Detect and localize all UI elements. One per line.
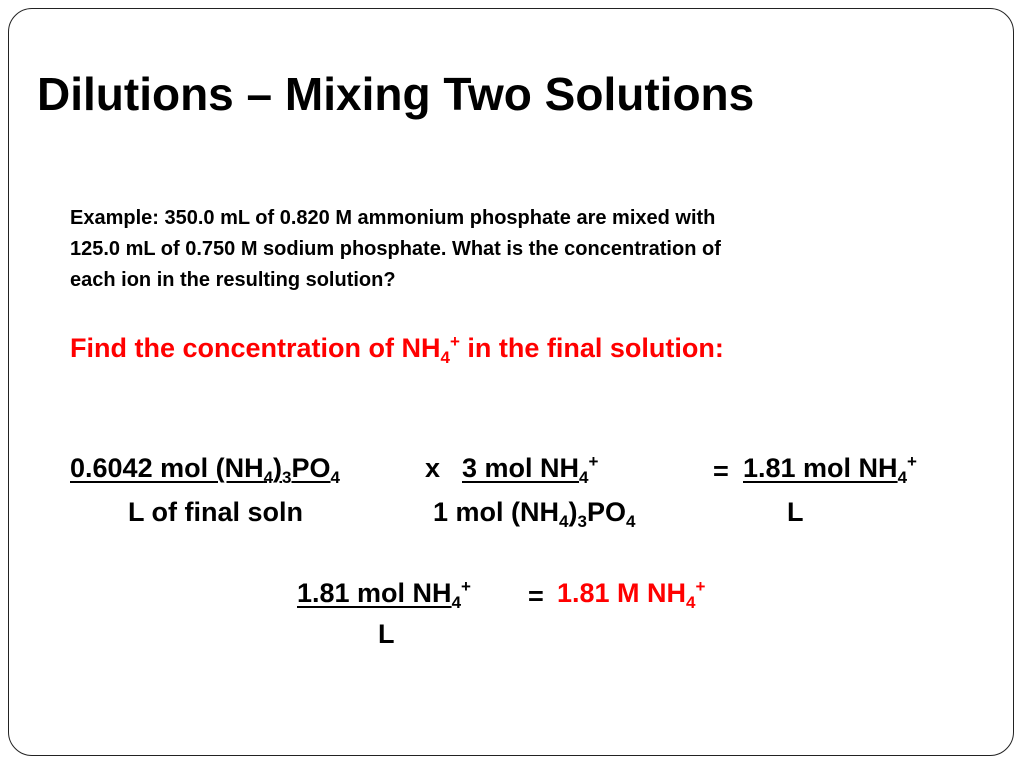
find-heading-post: in the final solution: [459,333,724,363]
eq1-t1n-sub3: 4 [330,468,340,487]
eq1-t1n-sub2: 3 [282,468,292,487]
eq1-term2-numerator-underlined [462,453,579,483]
example-problem [70,203,950,296]
eq2-answer-a: 1.81 M NH [557,578,687,608]
eq1-t2d-sub2: 3 [577,512,587,531]
eq1-result-numerator-underlined [743,453,898,483]
eq1-t1n-sub1: 4 [263,468,274,487]
example-line-3: each ion in the resulting solution? [70,269,396,291]
eq2-equals-sign: = [528,581,544,611]
find-heading-sup: + [449,332,460,351]
eq1-rn-sub1: 4 [897,468,908,487]
eq2-answer-sub1: 4 [686,593,696,612]
eq1-equals-sign: = [713,456,729,486]
eq2-numerator [297,576,471,610]
eq1-times-sign: x [425,453,441,483]
eq1-rn-sup1: + [907,452,917,471]
eq2-denominator: L [378,619,395,649]
eq1-term2-numerator [462,451,598,485]
eq1-t1n-b: ) [273,453,283,483]
example-line-2: 125.0 mL of 0.750 M sodium phosphate. What is the concentration of [70,238,721,260]
eq1-t2d-a: 1 mol (NH [433,497,560,527]
eq1-t2n-sub1: 4 [579,468,589,487]
eq1-result-denominator: L [787,497,804,527]
example-line-1: Example: 350.0 mL of 0.820 M ammonium phosphate are mixed with [70,207,716,229]
eq1-t2d-b: ) [568,497,578,527]
eq1-term2-denominator [433,495,635,529]
eq1-term1-denominator: L of final soln [128,497,303,527]
eq1-t2n-a: 3 mol NH [462,453,580,483]
eq2-answer-sup1: + [695,577,706,596]
eq2-n-a: 1.81 mol NH [297,578,452,608]
eq1-rn-a: 1.81 mol NH [743,453,898,483]
eq1-t2d-sub1: 4 [559,512,569,531]
eq1-t2n-sup1: + [588,452,599,471]
eq2-n-sup1: + [461,577,471,596]
eq1-t1n-c: PO [291,453,331,483]
slide-title: Dilutions – Mixing Two Solutions [37,68,755,120]
eq1-t2d-sub3: 4 [625,512,636,531]
find-heading-sub: 4 [440,348,450,367]
eq2-numerator-underlined [297,578,452,608]
find-heading [70,329,724,367]
eq2-answer [557,576,705,610]
eq2-n-sub1: 4 [451,593,462,612]
eq1-result-numerator [743,451,917,485]
eq1-term1-numerator-underlined [70,453,331,487]
eq1-t1n-a: 0.6042 mol (NH [70,453,264,483]
eq1-t2d-c: PO [586,497,626,527]
find-heading-pre: Find the concentration of NH [70,333,441,363]
eq1-term1-numerator [70,451,340,485]
